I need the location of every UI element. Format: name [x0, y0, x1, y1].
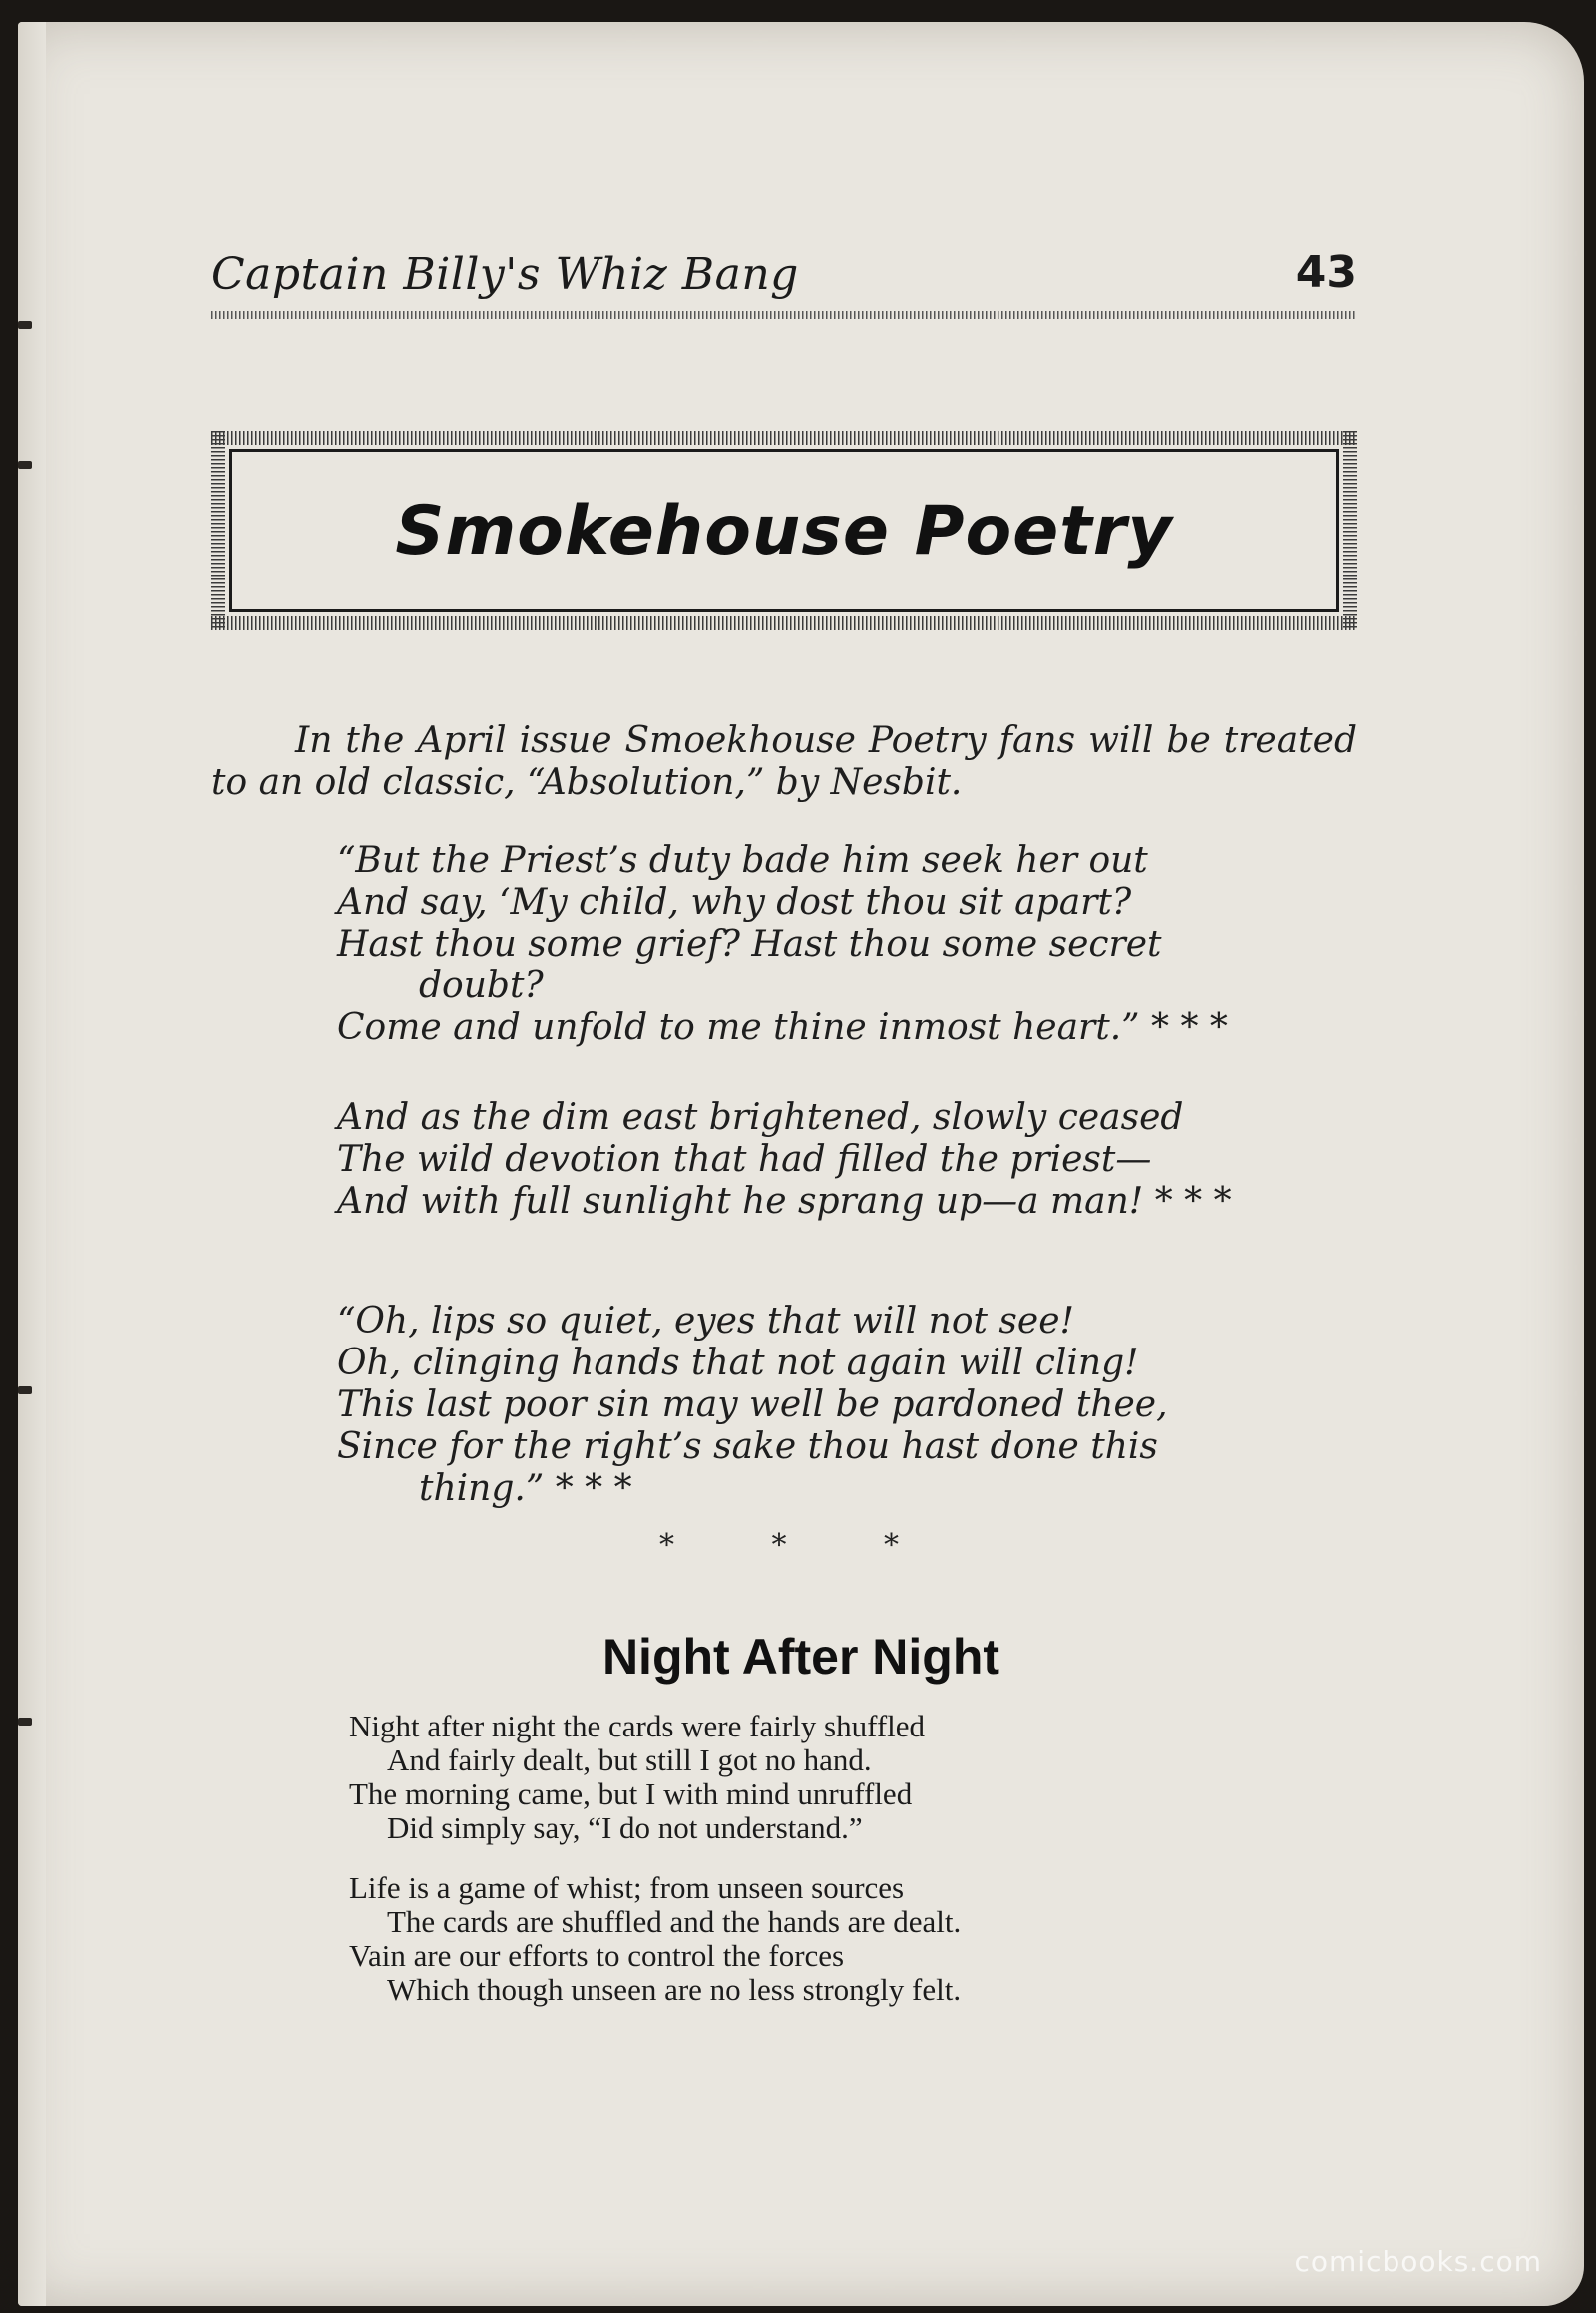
magazine-page — [18, 22, 1584, 2306]
staple-mark — [18, 1386, 32, 1394]
section-title: Smokehouse Poetry — [395, 491, 1173, 571]
poem-stanza — [337, 1097, 1335, 1223]
poem-line: The wild devotion that had filled the priest— — [337, 1139, 1152, 1180]
poem-stanza — [337, 840, 1335, 1049]
poem-line: doubt? — [419, 965, 544, 1006]
poem-line: And as the dim east brightened, slowly ceased — [337, 1097, 1184, 1138]
poem-line: Night after night the cards were fairly shuffled — [349, 1709, 926, 1743]
poem-line: And fairly dealt, but still I got no hand. — [387, 1742, 872, 1777]
intro-paragraph: In the April issue Smoekhouse Poetry fans will be treated to an old classic, “Absolution,” by Nesbit. — [211, 720, 1357, 803]
poem-title: Night After Night — [601, 1629, 1000, 1685]
poem-stanza — [349, 1871, 1347, 2007]
poem-stanza — [337, 1301, 1335, 1510]
poem-line: And with full sunlight he sprang up—a man! * * * — [337, 1181, 1232, 1222]
running-header-title: Captain Billy's Whiz Bang — [211, 249, 799, 300]
poem-line: Since for the right’s sake thou hast done this — [337, 1426, 1158, 1467]
poem-line: Life is a game of whist; from unseen sources — [349, 1870, 905, 1905]
poem-stanza — [349, 1710, 1347, 1845]
poem-line: Oh, clinging hands that not again will cling! — [337, 1343, 1139, 1383]
poem-line: Vain are our efforts to control the forces — [349, 1938, 845, 1973]
poem-line: thing.” * * * — [419, 1468, 632, 1509]
poem-line: Did simply say, “I do not understand.” — [387, 1810, 863, 1845]
poem-line: And say, ‘My child, why dost thou sit apart? — [337, 882, 1132, 923]
poem-line: The morning came, but I with mind unruffled — [349, 1776, 913, 1811]
poem-line: “But the Priest’s duty bade him seek her out — [337, 840, 1148, 881]
staple-mark — [18, 461, 32, 469]
poem-line: “Oh, lips so quiet, eyes that will not see! — [337, 1301, 1074, 1342]
section-title-box — [211, 431, 1357, 630]
staple-mark — [18, 321, 32, 329]
staple-mark — [18, 1718, 32, 1726]
section-separator: * * * — [658, 1528, 944, 1563]
page-number: 43 — [1295, 247, 1357, 298]
poem-line: The cards are shuffled and the hands are dealt. — [387, 1904, 962, 1939]
header-rule — [211, 311, 1357, 319]
watermark: comicbooks.com — [1294, 2245, 1542, 2278]
poem-line: Come and unfold to me thine inmost heart.” * * * — [337, 1007, 1228, 1048]
section-title-frame — [229, 449, 1339, 612]
page-spine — [18, 22, 46, 2306]
poem-line: This last poor sin may well be pardoned thee, — [337, 1384, 1168, 1425]
poem-line: Which though unseen are no less strongly felt. — [387, 1972, 962, 2007]
poem-line: Hast thou some grief? Hast thou some secret — [337, 924, 1162, 964]
